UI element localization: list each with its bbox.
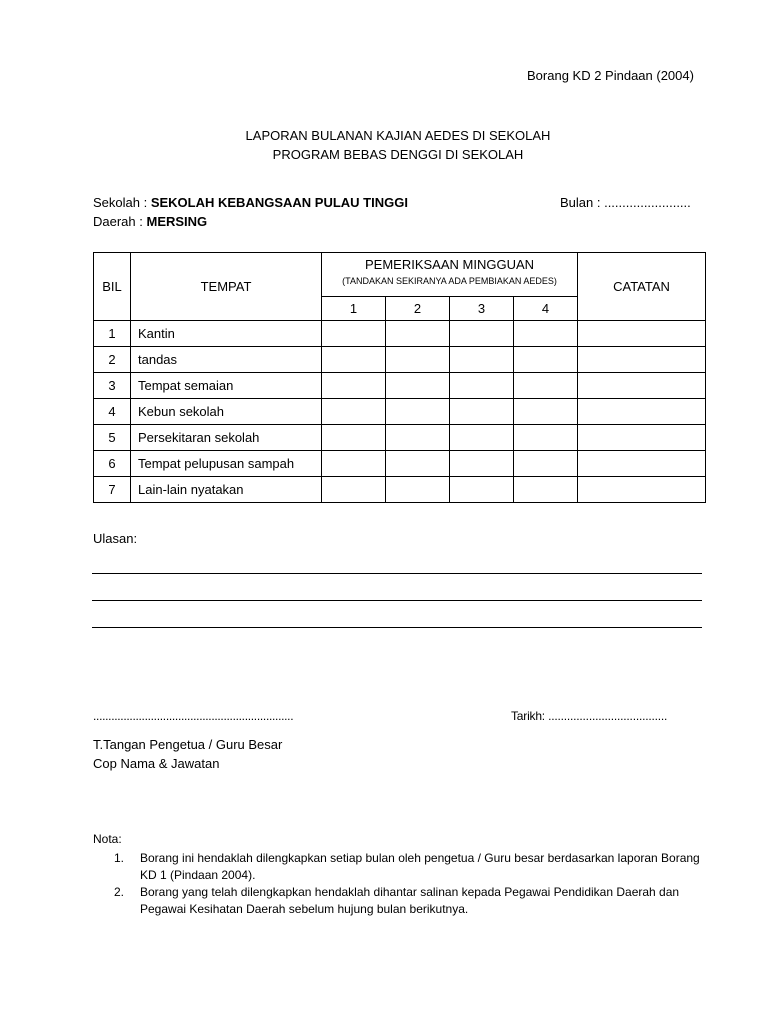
week-cell[interactable] <box>514 347 578 373</box>
row-bil: 1 <box>94 321 131 347</box>
table-row <box>94 477 706 503</box>
row-tempat: Persekitaran sekolah <box>131 425 322 451</box>
week-header: 1 <box>322 297 386 321</box>
week-cell[interactable] <box>450 425 514 451</box>
inspection-table <box>93 252 706 503</box>
table-row <box>94 347 706 373</box>
week-cell[interactable] <box>322 373 386 399</box>
table-row <box>94 425 706 451</box>
week-cell[interactable] <box>386 425 450 451</box>
sekolah-value: SEKOLAH KEBANGSAAN PULAU TINGGI <box>150 195 408 210</box>
row-bil: 7 <box>94 477 131 503</box>
table-row <box>94 373 706 399</box>
week-cell[interactable] <box>514 425 578 451</box>
pemeriksaan-title: PEMERIKSAAN MINGGUAN <box>364 257 535 272</box>
week-header: 4 <box>514 297 578 321</box>
row-tempat: Lain-lain nyatakan <box>131 477 322 503</box>
stamp-caption: Cop Nama & Jawatan <box>93 756 220 771</box>
week-header: 3 <box>450 297 514 321</box>
row-bil: 6 <box>94 451 131 477</box>
row-tempat: Kebun sekolah <box>131 399 322 425</box>
form-title: LAPORAN BULANAN KAJIAN AEDES DI SEKOLAH <box>245 128 551 143</box>
week-cell[interactable] <box>450 399 514 425</box>
daerah-label: Daerah : <box>93 214 143 229</box>
ulasan-line-1[interactable] <box>92 573 702 574</box>
nota-number: 1. <box>114 851 125 865</box>
nota-number: 2. <box>114 885 125 899</box>
week-header: 2 <box>386 297 450 321</box>
row-tempat: Kantin <box>131 321 322 347</box>
tarikh-field[interactable]: Tarikh: ...................................... <box>511 709 668 723</box>
form-code: Borang KD 2 Pindaan (2004) <box>527 68 694 83</box>
row-tempat: tandas <box>131 347 322 373</box>
week-cell[interactable] <box>386 373 450 399</box>
nota-item <box>114 850 714 884</box>
week-cell[interactable] <box>386 399 450 425</box>
week-cell[interactable] <box>450 477 514 503</box>
week-cell[interactable] <box>322 347 386 373</box>
col-header-bil: BIL <box>94 253 131 321</box>
row-tempat: Tempat pelupusan sampah <box>131 451 322 477</box>
nota-list <box>114 850 714 918</box>
row-bil: 4 <box>94 399 131 425</box>
col-header-tempat: TEMPAT <box>131 253 322 321</box>
row-tempat: Tempat semaian <box>131 373 322 399</box>
week-cell[interactable] <box>322 477 386 503</box>
catatan-cell[interactable] <box>578 451 706 477</box>
form-subtitle: PROGRAM BEBAS DENGGI DI SEKOLAH <box>272 147 524 162</box>
table-row <box>94 451 706 477</box>
ulasan-line-3[interactable] <box>92 627 702 628</box>
week-cell[interactable] <box>322 451 386 477</box>
catatan-cell[interactable] <box>578 477 706 503</box>
col-header-catatan: CATATAN <box>578 253 706 321</box>
week-cell[interactable] <box>514 451 578 477</box>
week-cell[interactable] <box>450 373 514 399</box>
sekolah-label: Sekolah : <box>93 195 148 210</box>
catatan-cell[interactable] <box>578 347 706 373</box>
catatan-cell[interactable] <box>578 399 706 425</box>
week-cell[interactable] <box>450 321 514 347</box>
nota-text: Borang yang telah dilengkapkan hendaklah dihantar salinan kepada Pegawai Pendidikan Daerah dan Pegawai Kesihatan Daerah sebelum hujung bulan berikutnya. <box>140 885 680 916</box>
pemeriksaan-note: (TANDAKAN SEKIRANYA ADA PEMBIAKAN AEDES) <box>342 276 557 286</box>
week-cell[interactable] <box>514 399 578 425</box>
week-cell[interactable] <box>514 373 578 399</box>
catatan-cell[interactable] <box>578 321 706 347</box>
week-cell[interactable] <box>386 451 450 477</box>
nota-item <box>114 884 714 918</box>
week-cell[interactable] <box>386 321 450 347</box>
row-bil: 5 <box>94 425 131 451</box>
daerah-value: MERSING <box>146 214 208 229</box>
signature-caption: T.Tangan Pengetua / Guru Besar <box>93 737 283 752</box>
nota-label: Nota: <box>93 832 122 846</box>
week-cell[interactable] <box>322 321 386 347</box>
week-cell[interactable] <box>386 477 450 503</box>
nota-text: Borang ini hendaklah dilengkapkan setiap bulan oleh pengetua / Guru besar berdasarkan laporan Borang KD 1 (Pindaan 2004). <box>140 851 700 882</box>
row-bil: 3 <box>94 373 131 399</box>
signature-dots[interactable]: .................................................................. <box>93 709 294 723</box>
bulan-field: Bulan : ........................ <box>560 195 691 210</box>
week-cell[interactable] <box>514 477 578 503</box>
week-cell[interactable] <box>386 347 450 373</box>
sekolah-field <box>93 195 408 210</box>
week-cell[interactable] <box>450 451 514 477</box>
row-bil: 2 <box>94 347 131 373</box>
table-row <box>94 399 706 425</box>
ulasan-label: Ulasan: <box>93 531 138 546</box>
catatan-cell[interactable] <box>578 373 706 399</box>
daerah-field <box>93 214 207 229</box>
week-cell[interactable] <box>322 425 386 451</box>
catatan-cell[interactable] <box>578 425 706 451</box>
week-cell[interactable] <box>514 321 578 347</box>
ulasan-line-2[interactable] <box>92 600 702 601</box>
table-row <box>94 321 706 347</box>
week-cell[interactable] <box>322 399 386 425</box>
week-cell[interactable] <box>450 347 514 373</box>
col-header-pemeriksaan <box>322 253 578 297</box>
